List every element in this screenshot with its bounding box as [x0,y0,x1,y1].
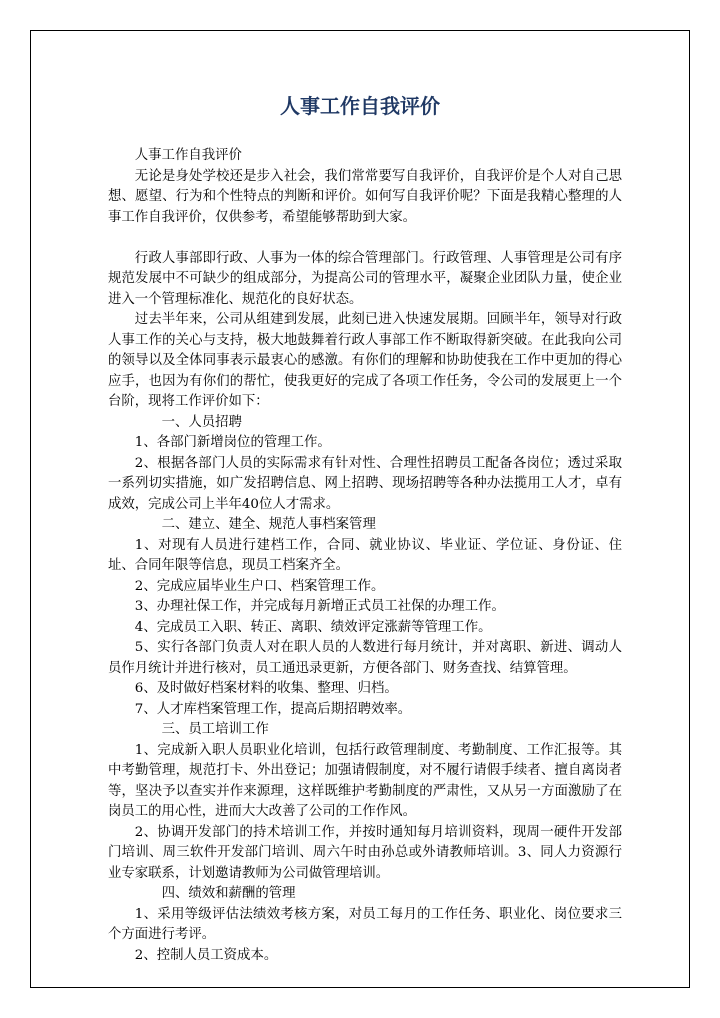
paragraph: 1、完成新入职人员职业化培训，包括行政管理制度、考勤制度、工作汇报等。其中考勤管理，规范打卡、外出登记；加强请假制度，对不履行请假手续者、擅自离岗者等，坚决予以查实并作来源理，这样既维护考勤制度的严肃性，又从另一方面激励了在岗员工的用心性，进而大大改善了公司的工作作风。 [108,742,622,819]
paragraph: 1、各部门新增岗位的管理工作。 [134,435,331,450]
document-title: 人事工作自我评价 [280,94,440,118]
paragraph: 2、根据各部门人员的实际需求有针对性、合理性招聘员工配备各岗位；透过采取一系列切实措施，如广发招聘信息、网上招聘、现场招聘等各种办法揽用工人才，卓有成效，完成公司上半年40位人才需求。 [108,455,622,512]
document-body [108,146,622,966]
paragraph: 3、办理社保工作，并完成每月新增正式员工社保的办理工作。 [134,599,505,614]
section-heading: 三、员工培训工作 [161,722,269,737]
paragraph: 过去半年来，公司从组建到发展，此刻已进入快速发展期。回顾半年，领导对行政人事工作的关心与支持，极大地鼓舞着行政人事部工作不断取得新突破。在此我向公司的领导以及全体同事表示最衷心的感激。有你们的理解和协助使我在工作中更加的得心应手，也因为有你们的帮忙，使我更好的完成了各项工作任务，令公司的发展更上一个台阶，现将工作评价如下： [108,312,622,409]
paragraph: 行政人事部即行政、人事为一体的综合管理部门。行政管理、人事管理是公司有序规范发展中不可缺少的组成部分，为提高公司的管理水平，凝聚企业团队力量，使企业进入一个管理标准化、规范化的良好状态。 [108,250,622,307]
section-heading: 四、绩效和薪酬的管理 [161,886,296,901]
paragraph: 4、完成员工入职、转正、离职、绩效评定涨薪等管理工作。 [134,619,492,635]
paragraph: 1、采用等级评估法绩效考核方案，对员工每月的工作任务、职业化、岗位要求三个方面进行考评。 [108,906,622,942]
blank-line [108,228,622,249]
paragraph: 2、控制人员工资成本。 [134,947,278,963]
paragraph: 2、完成应届毕业生户口、档案管理工作。 [134,578,385,594]
paragraph: 5、实行各部门负责人对在职人员的人数进行每月统计，并对离职、新进、调动人员作月统计并进行核对，员工通迅录更新，方便各部门、财务查找、结算管理。 [108,640,622,676]
paragraph: 1、对现有人员进行建档工作，合同、就业协议、毕业证、学位证、身份证、住址、合同年限等信息，现员工档案齐全。 [108,537,622,573]
section-heading: 二、建立、建全、规范人事档案管理 [161,517,376,532]
paragraph: 2、协调开发部门的持术培训工作，并按时通知每月培训资料，现周一硬件开发部门培训、周三软件开发部门培训、周六午时由孙总或外请教师培训。3、同人力资源行业专家联系，计划邀请教师为公司做管理培训。 [108,824,622,881]
paragraph: 无论是身处学校还是步入社会，我们常常要写自我评价，自我评价是个人对自己思想、愿望、行为和个性特点的判断和评价。如何写自我评价呢？下面是我精心整理的人事工作自我评价，仅供参考，希望能够帮助到大家。 [108,168,622,225]
paragraph: 6、及时做好档案材料的收集、整理、归档。 [134,681,398,696]
paragraph: 人事工作自我评价 [134,148,242,163]
paragraph: 7、人才库档案管理工作，提高后期招聘效率。 [134,701,412,717]
section-heading: 一、人员招聘 [161,414,242,430]
